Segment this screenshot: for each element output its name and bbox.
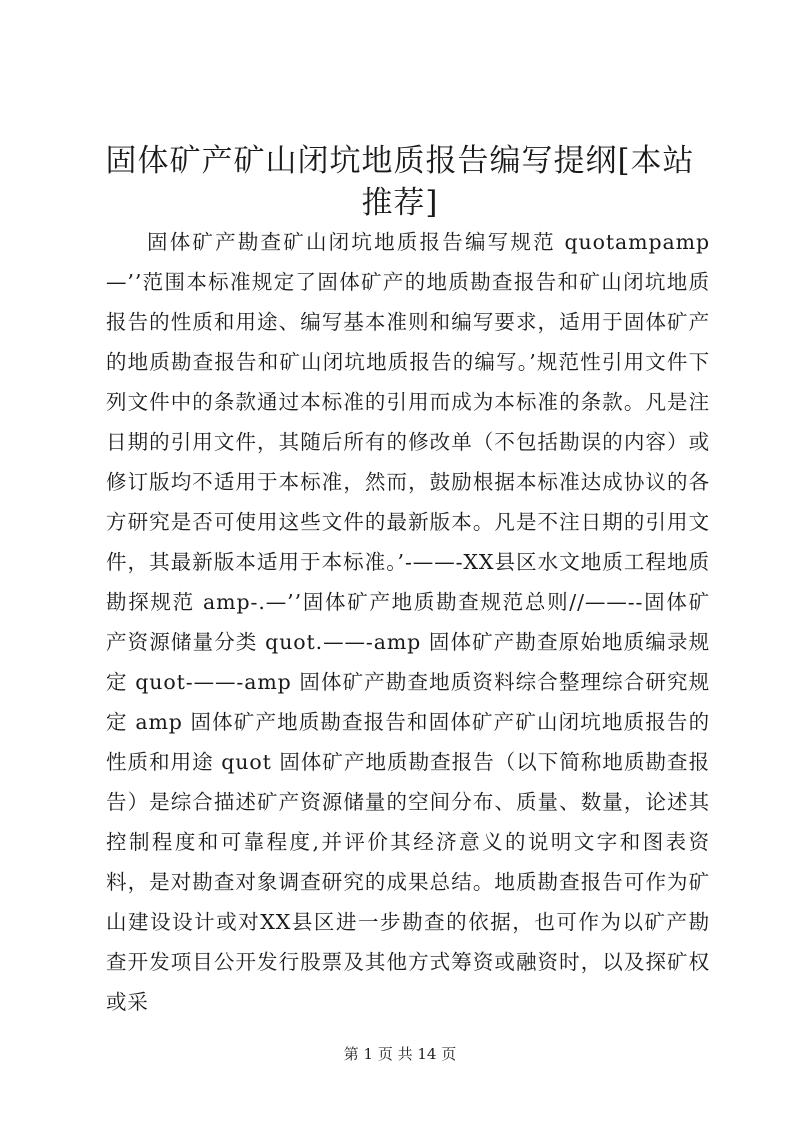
document-body-paragraph: 固体矿产勘查矿山闭坑地质报告编写规范 quotampamp—’’范围本标准规定了固体矿产的地质勘查报告和矿山闭坑地质报告的性质和用途、编写基本准则和编写要求，适用于固体矿产的地质勘查报告和矿山闭坑地质报告的编写。’规范性引用文件下列文件中的条款通过本标准的引用而成为本标准的条款。凡是注日期的引用文件，其随后所有的修改单（不包括勘误的内容）或修订版均不适用于本标准，然而，鼓励根据本标准达成协议的各方研究是否可使用这些文件的最新版本。凡是不注日期的引用文件，其最新版本适用于本标准。’-——-XX县区水文地质工程地质勘探规范 amp-.—’’固体矿产地质勘查规范总则//——--固体矿产资源储量分类 quot.——-amp 固体矿产勘查原始地质编录规定 quot-——-amp 固体矿产勘查地质资料综合整理综合研究规定 amp 固体矿产地质勘查报告和固体矿产矿山闭坑地质报告的性质和用途 quot 固体矿产地质勘查报告（以下简称地质勘查报告）是综合描述矿产资源储量的空间分布、质量、数量，论述其控制程度和可靠程度,并评价其经济意义的说明文字和图表资料，是对勘查对象调查研究的成果总结。地质勘查报告可作为矿山建设设计或对XX县区进一步勘查的依据，也可作为以矿产勘查开发项目公开发行股票及其他方式筹资或融资时，以及探矿权或采 bbox=[106, 230, 710, 1014]
page-number-footer: 第 1 页 共 14 页 bbox=[343, 1045, 457, 1063]
document-title: 固体矿产矿山闭坑地质报告编写提纲[本站推荐] bbox=[105, 143, 695, 221]
